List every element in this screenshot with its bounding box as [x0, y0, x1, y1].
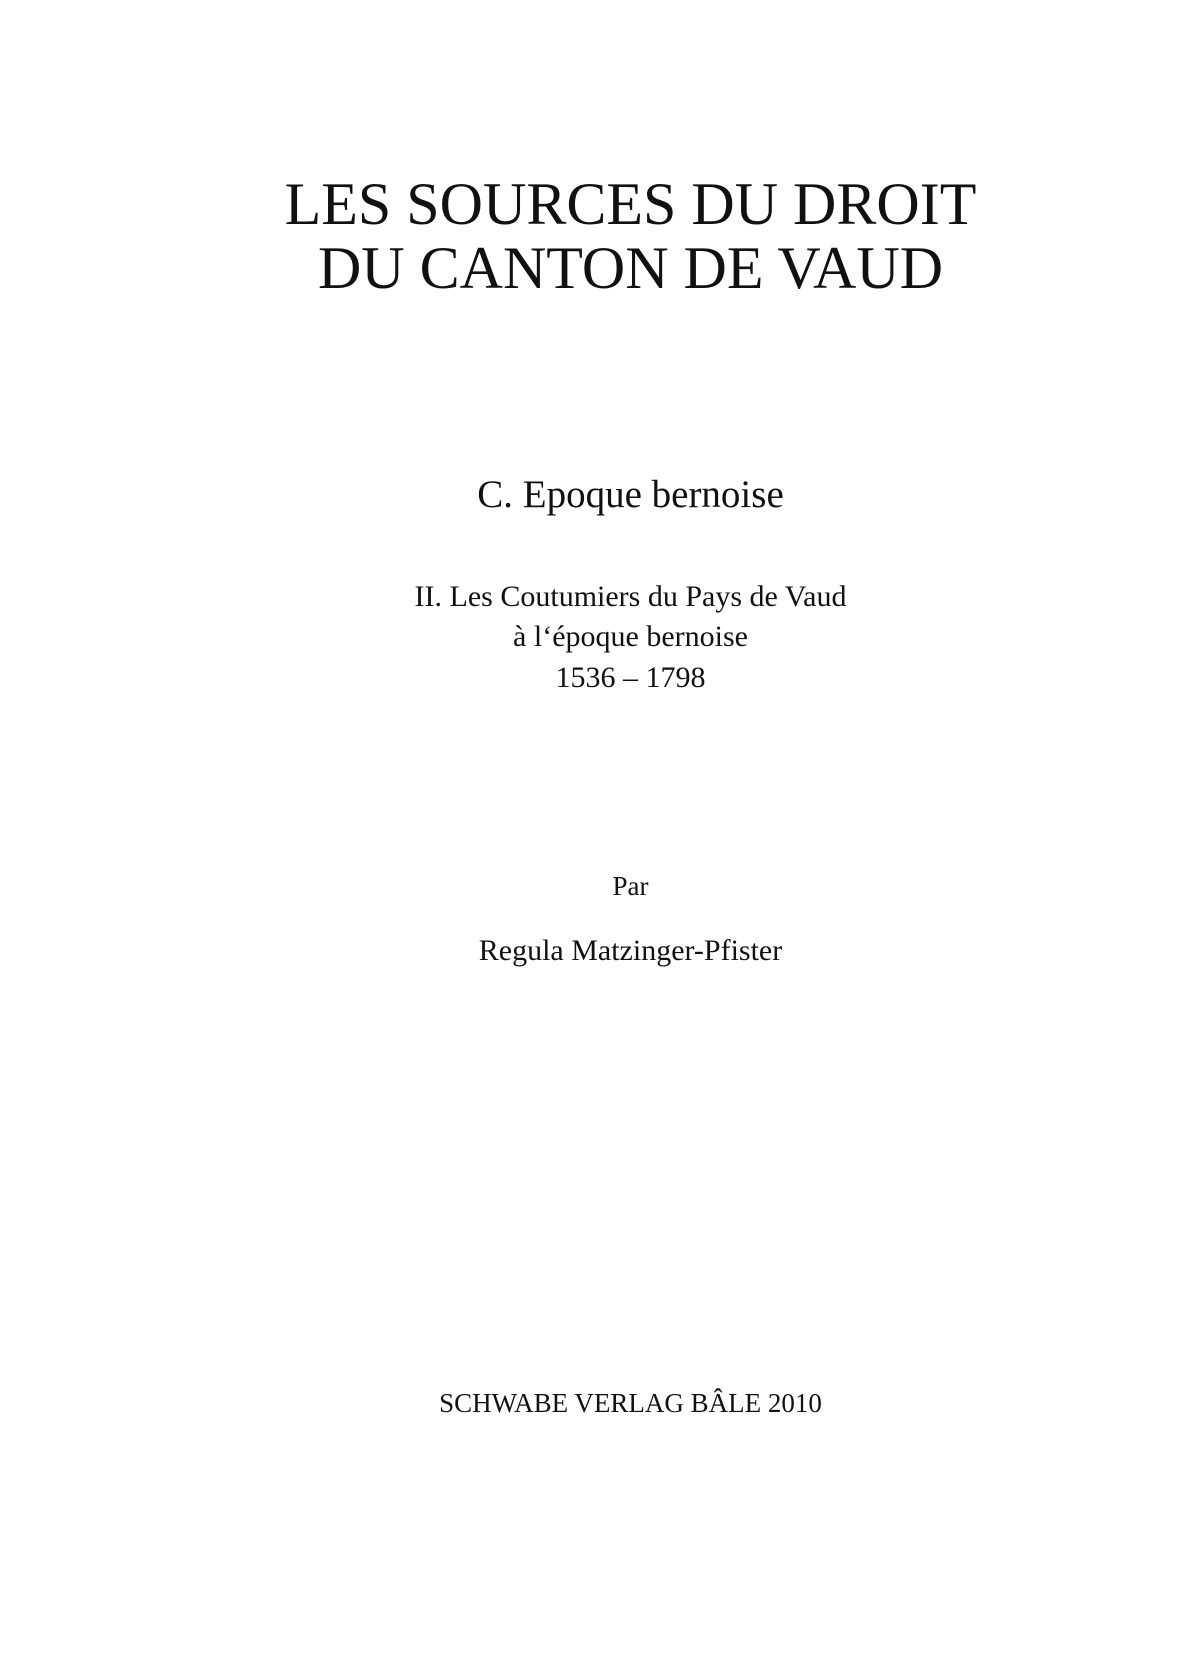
main-title-line-1: LES SOURCES DU DROIT [284, 171, 977, 237]
subtitle-dates: 1536 – 1798 [555, 661, 706, 694]
section-title: C. Epoque bernoise [477, 473, 784, 516]
by-label: Par [612, 871, 649, 901]
author-name: Regula Matzinger-Pfister [478, 934, 783, 967]
main-title-line-2: DU CANTON DE VAUD [317, 235, 944, 301]
publisher-imprint: SCHWABE VERLAG BÂLE 2010 [439, 1388, 822, 1418]
subtitle-line-2: à l‘époque bernoise [513, 620, 748, 653]
subtitle-line-1: II. Les Coutumiers du Pays de Vaud [414, 580, 847, 613]
